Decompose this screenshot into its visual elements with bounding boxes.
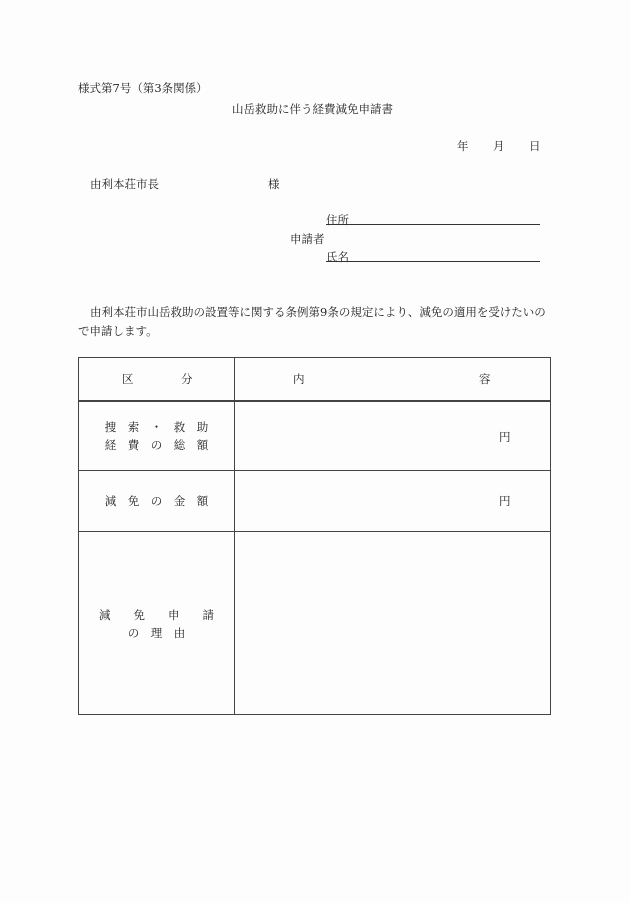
row1-label-line2: 経 費 の 総 額 — [104, 438, 209, 452]
row2-unit: 円 — [499, 494, 511, 508]
header-category-2: 分 — [181, 372, 193, 386]
body-text-line1: 由利本荘市山岳救助の設置等に関する条例第9条の規定により、減免の適用を受けたいの — [90, 305, 546, 319]
name-field[interactable] — [326, 261, 540, 262]
applicant-label: 申請者 — [290, 232, 325, 246]
header-content-2: 容 — [479, 372, 491, 386]
document-title: 山岳救助に伴う経費減免申請書 — [232, 102, 393, 116]
date-year: 年 — [457, 139, 469, 153]
address-label: 住所 — [326, 213, 349, 227]
row3-reason-field[interactable] — [235, 532, 551, 715]
name-label: 氏名 — [326, 250, 349, 264]
row3-label-line2: の 理 由 — [127, 626, 186, 640]
row3-label-line1: 減 免 申 請 — [99, 608, 214, 622]
addressee-honorific: 様 — [268, 177, 280, 191]
header-content-1: 内 — [293, 372, 305, 386]
form-id: 様式第7号（第3条関係） — [78, 81, 208, 95]
row1-label-line1: 捜 索 ・ 救 助 — [104, 420, 209, 434]
date-day: 日 — [529, 139, 541, 153]
addressee-name: 由利本荘市長 — [90, 177, 159, 191]
header-category-1: 区 — [122, 372, 134, 386]
address-field[interactable] — [326, 224, 540, 225]
application-table — [78, 357, 551, 715]
row1-unit: 円 — [499, 430, 511, 444]
body-text-line2: で申請します。 — [78, 324, 158, 338]
date-month: 月 — [493, 139, 505, 153]
row2-label: 減 免 の 金 額 — [104, 494, 209, 508]
